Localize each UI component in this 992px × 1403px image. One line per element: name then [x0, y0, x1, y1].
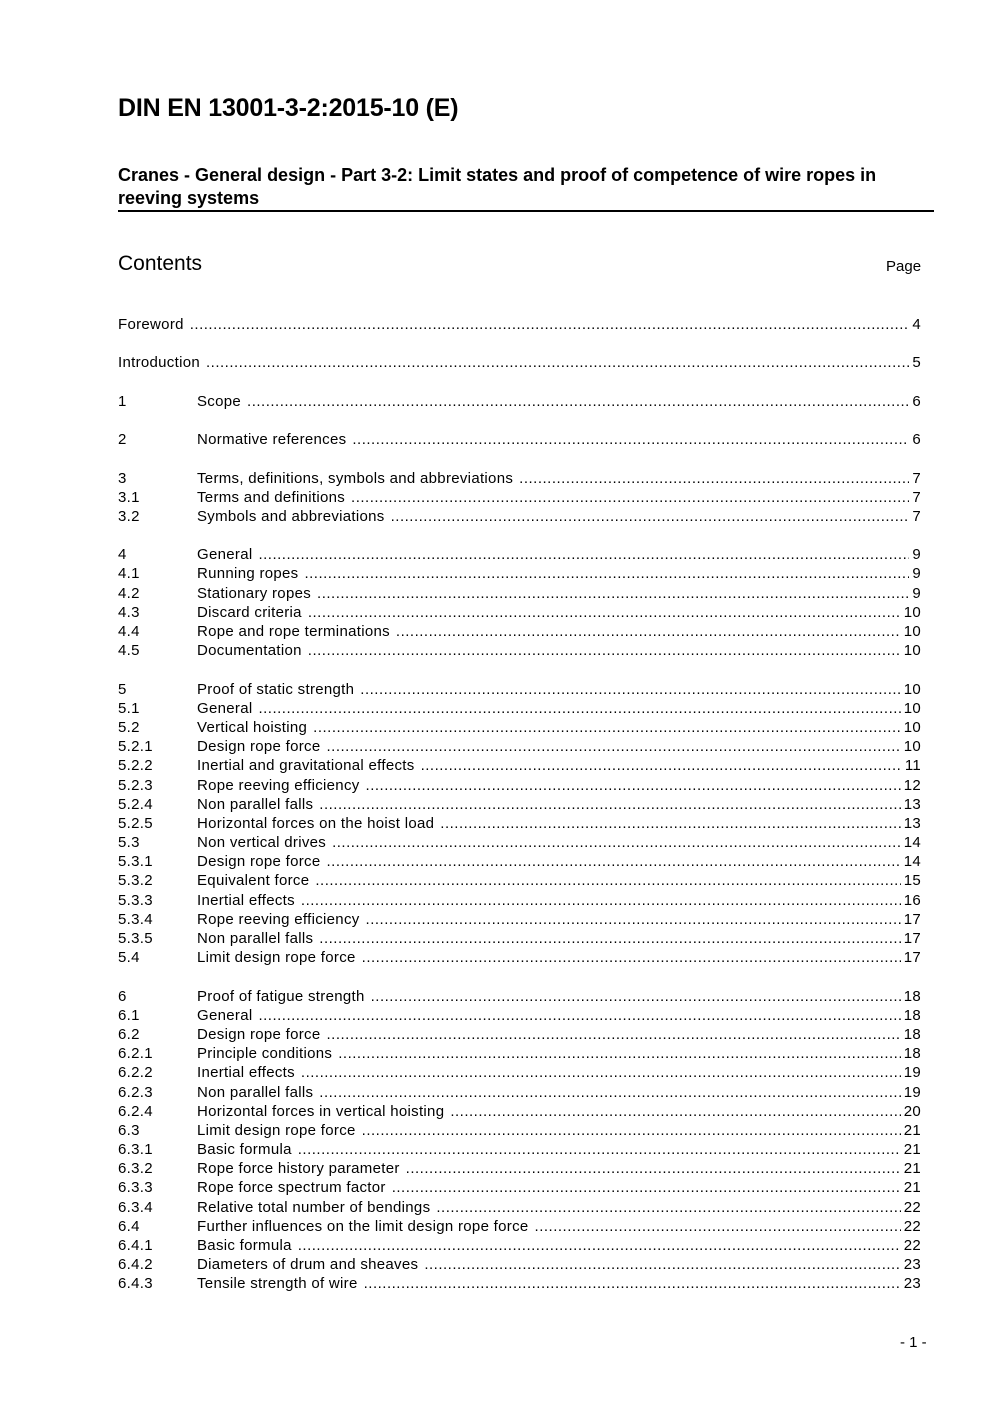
- toc-entry-title: Further influences on the limit design rope force: [197, 1217, 529, 1235]
- toc-dot-leader: [440, 814, 900, 833]
- toc-dot-leader: [319, 795, 900, 814]
- toc-entry-page: 10: [903, 680, 921, 698]
- toc-entry-title: Rope reeving efficiency: [197, 910, 360, 928]
- toc-entry-number: 6.3: [118, 1121, 140, 1139]
- toc-entry-number: 5.2.4: [118, 795, 153, 813]
- toc-entry-page: 15: [903, 872, 921, 890]
- toc-entry-page: 11: [904, 757, 921, 775]
- toc-entry-number: 4.2: [118, 584, 140, 602]
- toc-entry-title: Relative total number of bendings: [197, 1198, 431, 1216]
- toc-entry-number: 5.3.1: [118, 853, 153, 871]
- toc-entry-title: Horizontal forces in vertical hoisting: [197, 1102, 445, 1120]
- toc-entry-page: 22: [903, 1217, 921, 1235]
- toc-dot-leader: [366, 776, 901, 795]
- toc-dot-leader: [332, 833, 901, 852]
- toc-dot-leader: [258, 1006, 900, 1025]
- toc-entry-number: 4: [118, 546, 127, 564]
- toc-entry-number: 6: [118, 987, 127, 1005]
- toc-dot-leader: [319, 1083, 900, 1102]
- toc-entry-number: 5.3: [118, 834, 140, 852]
- toc-dot-leader: [366, 910, 901, 929]
- toc-dot-leader: [450, 1102, 900, 1121]
- toc-entry-title: Non vertical drives: [197, 834, 327, 852]
- toc-dot-leader: [338, 1044, 900, 1063]
- toc-entry-number: 6.2.1: [118, 1045, 153, 1063]
- toc-entry-number: 6.3.2: [118, 1160, 153, 1178]
- toc-entry-number: 6.2.4: [118, 1102, 153, 1120]
- toc-entry-title: Tensile strength of wire: [197, 1275, 358, 1293]
- toc-dot-leader: [190, 315, 910, 334]
- toc-entry[interactable]: [118, 756, 921, 775]
- toc-entry-number: 6.3.1: [118, 1141, 153, 1159]
- toc-entry-number: 4.4: [118, 623, 140, 640]
- toc-entry-title: Rope force history parameter: [197, 1160, 400, 1178]
- toc-entry-number: 2: [118, 431, 127, 449]
- toc-dot-leader: [360, 680, 900, 699]
- toc-entry-title: Terms, definitions, symbols and abbreviations: [197, 469, 514, 487]
- toc-dot-leader: [351, 488, 909, 507]
- toc-dot-leader: [362, 1121, 901, 1140]
- toc-entry[interactable]: [118, 1006, 921, 1025]
- toc-entry-page: 18: [903, 1006, 921, 1024]
- toc-dot-leader: [258, 699, 900, 718]
- toc-dot-leader: [327, 1025, 901, 1044]
- toc-entry-title: General: [197, 546, 253, 564]
- toc-entry[interactable]: [118, 871, 921, 890]
- toc-dot-leader: [298, 1140, 901, 1159]
- toc-entry-title: Terms and definitions: [197, 488, 346, 506]
- toc-entry-number: 5.3.4: [118, 910, 153, 928]
- toc-entry[interactable]: [118, 737, 921, 756]
- toc-entry[interactable]: [118, 1102, 921, 1121]
- toc-section-group: [118, 315, 921, 334]
- toc-entry-page: 7: [912, 507, 921, 525]
- toc-entry-title: Diameters of drum and sheaves: [197, 1256, 419, 1274]
- toc-entry-title: Proof of fatigue strength: [197, 987, 365, 1005]
- toc-dot-leader: [258, 545, 909, 564]
- toc-entry-number: 5.4: [118, 949, 140, 967]
- toc-entry[interactable]: [118, 1159, 921, 1178]
- toc-entry[interactable]: [118, 545, 921, 564]
- toc-entry-page: 17: [903, 949, 921, 967]
- toc-entry-title: Proof of static strength: [197, 680, 355, 698]
- toc-entry[interactable]: [118, 718, 921, 737]
- toc-entry-page: 10: [903, 718, 921, 736]
- toc-entry-page: 20: [903, 1102, 921, 1120]
- toc-entry-number: 5.3.3: [118, 891, 153, 909]
- toc-entry-page: 10: [903, 699, 921, 717]
- toc-entry[interactable]: [118, 584, 921, 603]
- toc-entry[interactable]: [118, 1236, 921, 1255]
- toc-dot-leader: [391, 507, 910, 526]
- toc-dot-leader: [436, 1198, 900, 1217]
- toc-section-group: [118, 545, 921, 660]
- toc-entry[interactable]: [118, 1083, 921, 1102]
- toc-entry[interactable]: [118, 948, 921, 967]
- toc-entry[interactable]: [118, 1121, 921, 1140]
- toc-entry-number: 5.3.5: [118, 930, 153, 947]
- toc-entry[interactable]: [118, 603, 921, 622]
- toc-entry-title: Documentation: [197, 642, 302, 660]
- toc-entry-number: 6.2.2: [118, 1064, 153, 1082]
- toc-entry-page: 7: [912, 469, 921, 487]
- toc-entry-number: 1: [118, 392, 127, 410]
- toc-entry-number: 6.4.3: [118, 1275, 153, 1293]
- toc-entry[interactable]: [118, 910, 921, 929]
- toc-entry[interactable]: [118, 929, 921, 948]
- toc-entry[interactable]: [118, 795, 921, 814]
- toc-dot-leader: [315, 871, 900, 890]
- toc-dot-leader: [535, 1217, 901, 1236]
- toc-entry[interactable]: [118, 430, 921, 449]
- toc-entry[interactable]: [118, 1198, 921, 1217]
- toc-section-group: [118, 353, 921, 372]
- toc-entry-page: 5: [912, 354, 921, 372]
- toc-entry-page: 9: [912, 546, 921, 564]
- toc-entry[interactable]: [118, 392, 921, 411]
- toc-entry-number: 6.2.3: [118, 1083, 153, 1101]
- toc-entry-title: Basic formula: [197, 1141, 292, 1159]
- toc-entry-title: Rope reeving efficiency: [197, 776, 360, 794]
- toc-entry-title: Running ropes: [197, 565, 299, 583]
- toc-section-group: [118, 469, 921, 527]
- toc-entry-page: 9: [912, 584, 921, 602]
- title-divider: [118, 210, 934, 212]
- toc-dot-leader: [362, 948, 901, 967]
- toc-entry-title: Vertical hoisting: [197, 718, 308, 736]
- toc-entry[interactable]: [118, 507, 921, 526]
- toc-entry-number: 6.4.2: [118, 1256, 153, 1274]
- toc-entry-number: 5.2.3: [118, 776, 153, 794]
- toc-dot-leader: [308, 641, 901, 660]
- toc-dot-leader: [298, 1236, 901, 1255]
- toc-dot-leader: [352, 430, 909, 449]
- toc-entry[interactable]: [118, 641, 921, 660]
- toc-entry-number: 4.3: [118, 603, 140, 621]
- toc-entry-page: 19: [903, 1064, 921, 1082]
- toc-dot-leader: [301, 891, 901, 910]
- toc-entry-page: 12: [903, 776, 921, 794]
- toc-dot-leader: [406, 1159, 901, 1178]
- toc-entry-title: Non parallel falls: [197, 1083, 314, 1101]
- toc-entry-title: Equivalent force: [197, 872, 310, 890]
- toc-entry-page: 13: [903, 795, 921, 813]
- toc-dot-leader: [396, 622, 901, 641]
- toc-entry-page: 21: [903, 1121, 921, 1139]
- toc-entry-number: 3.1: [118, 488, 140, 506]
- toc-entry-title: Principle conditions: [197, 1045, 333, 1063]
- toc-entry-title: Inertial and gravitational effects: [197, 757, 415, 775]
- toc-entry-number: 5.3.2: [118, 872, 153, 890]
- toc-entry[interactable]: [118, 1255, 921, 1274]
- toc-entry-number: 3: [118, 469, 127, 487]
- toc-entry-page: 18: [903, 1025, 921, 1043]
- toc-entry[interactable]: [118, 1044, 921, 1063]
- toc-entry[interactable]: [118, 852, 921, 871]
- toc-entry-title: General: [197, 699, 253, 717]
- toc-entry-title: Design rope force: [197, 853, 321, 871]
- document-subtitle: Cranes - General design - Part 3-2: Limit states and proof of competence of wire ropes in reeving systems: [118, 165, 877, 208]
- toc-entry-page: 4: [912, 316, 921, 333]
- toc-entry-number: 6.4.1: [118, 1237, 153, 1254]
- toc-dot-leader: [317, 584, 909, 603]
- page-number: - 1 -: [900, 1334, 927, 1351]
- toc-entry-title: Inertial effects: [197, 891, 295, 909]
- toc-dot-leader: [519, 469, 909, 488]
- toc-entry[interactable]: [118, 622, 921, 641]
- toc-entry-page: 22: [903, 1237, 921, 1254]
- toc-entry-page: 14: [903, 853, 921, 871]
- toc-entry[interactable]: [118, 1274, 921, 1293]
- toc-entry[interactable]: [118, 987, 921, 1006]
- toc-dot-leader: [313, 718, 901, 737]
- toc-entry-page: 21: [903, 1160, 921, 1178]
- toc-entry[interactable]: [118, 1217, 921, 1236]
- page-column-heading: Page: [886, 258, 922, 275]
- toc-entry-number: 4.5: [118, 642, 140, 660]
- toc-entry[interactable]: [118, 776, 921, 795]
- toc-entry-page: 23: [903, 1256, 921, 1274]
- toc-entry-page: 13: [903, 814, 921, 832]
- toc-entry[interactable]: [118, 1178, 921, 1197]
- toc-entry-page: 22: [903, 1198, 921, 1216]
- toc-dot-leader: [392, 1178, 901, 1197]
- toc-entry-page: 18: [903, 987, 921, 1005]
- toc-entry-page: 10: [903, 642, 921, 660]
- toc-entry[interactable]: [118, 564, 921, 583]
- toc-dot-leader: [206, 353, 909, 372]
- toc-entry-page: 17: [903, 930, 921, 947]
- toc-entry-page: 10: [903, 738, 921, 756]
- toc-section-group: [118, 392, 921, 411]
- toc-entry[interactable]: [118, 315, 921, 334]
- toc-entry[interactable]: [118, 833, 921, 852]
- toc-entry-title: Design rope force: [197, 738, 321, 756]
- toc-entry-title: Non parallel falls: [197, 795, 314, 813]
- toc-entry-number: 6.1: [118, 1006, 140, 1024]
- toc-entry-title: General: [197, 1006, 253, 1024]
- toc-entry-title: Limit design rope force: [197, 1121, 356, 1139]
- toc-entry[interactable]: [118, 353, 921, 372]
- toc-dot-leader: [421, 756, 902, 775]
- toc-entry-page: 7: [912, 488, 921, 506]
- toc-entry-title: Stationary ropes: [197, 584, 312, 602]
- toc-entry[interactable]: [118, 680, 921, 699]
- toc-entry-number: 5.2: [118, 718, 140, 736]
- toc-entry-title: Non parallel falls: [197, 930, 314, 947]
- toc-entry[interactable]: [118, 1140, 921, 1159]
- toc-entry-page: 18: [903, 1045, 921, 1063]
- toc-entry-page: 17: [903, 910, 921, 928]
- toc-entry-number: 6.2: [118, 1025, 140, 1043]
- toc-entry[interactable]: [118, 1063, 921, 1082]
- toc-dot-leader: [301, 1063, 901, 1082]
- toc-entry[interactable]: [118, 814, 921, 833]
- toc-entry-page: 10: [903, 623, 921, 640]
- toc-entry-number: 4.1: [118, 565, 140, 583]
- toc-dot-leader: [304, 564, 909, 583]
- toc-entry-title: Foreword: [118, 316, 184, 333]
- toc-dot-leader: [371, 987, 901, 1006]
- toc-entry-page: 19: [903, 1083, 921, 1101]
- toc-entry-page: 21: [903, 1141, 921, 1159]
- contents-heading: Contents: [118, 252, 203, 275]
- toc-entry-title: Normative references: [197, 431, 347, 449]
- toc-entry-page: 14: [903, 834, 921, 852]
- toc-entry-title: Limit design rope force: [197, 949, 356, 967]
- toc-entry[interactable]: [118, 469, 921, 488]
- toc-section-group: [118, 430, 921, 449]
- toc-entry-title: Horizontal forces on the hoist load: [197, 814, 435, 832]
- toc-dot-leader: [424, 1255, 900, 1274]
- toc-entry-page: 10: [903, 603, 921, 621]
- toc-entry-number: 5: [118, 680, 127, 698]
- toc-entry-number: 5.2.2: [118, 757, 153, 775]
- document-title: DIN EN 13001-3-2:2015-10 (E): [118, 94, 459, 122]
- toc-dot-leader: [327, 852, 901, 871]
- toc-dot-leader: [364, 1274, 901, 1293]
- toc-entry-number: 6.4: [118, 1217, 140, 1235]
- toc-entry-title: Introduction: [118, 354, 200, 372]
- toc-entry-page: 6: [912, 392, 921, 410]
- toc-entry-page: 16: [903, 891, 921, 909]
- toc-entry-title: Basic formula: [197, 1237, 292, 1254]
- toc-entry[interactable]: [118, 891, 921, 910]
- toc-entry-title: Rope force spectrum factor: [197, 1179, 386, 1197]
- toc-entry-page: 6: [912, 431, 921, 449]
- toc-section-group: [118, 680, 921, 968]
- toc-entry-title: Inertial effects: [197, 1064, 295, 1082]
- toc-entry-number: 3.2: [118, 507, 140, 525]
- toc-entry-title: Scope: [197, 392, 242, 410]
- table-of-contents: [118, 315, 921, 1313]
- toc-entry-number: 5.2.5: [118, 814, 153, 832]
- toc-entry[interactable]: [118, 1025, 921, 1044]
- toc-entry-title: Rope and rope terminations: [197, 623, 390, 640]
- toc-dot-leader: [308, 603, 901, 622]
- toc-entry-number: 5.2.1: [118, 738, 153, 756]
- toc-dot-leader: [327, 737, 901, 756]
- toc-section-group: [118, 987, 921, 1294]
- toc-dot-leader: [319, 929, 900, 948]
- toc-entry-title: Discard criteria: [197, 603, 302, 621]
- toc-entry-number: 6.3.3: [118, 1179, 153, 1197]
- toc-entry-page: 9: [912, 565, 921, 583]
- toc-entry-page: 23: [903, 1275, 921, 1293]
- toc-entry-page: 21: [903, 1179, 921, 1197]
- toc-entry-title: Design rope force: [197, 1025, 321, 1043]
- toc-entry[interactable]: [118, 488, 921, 507]
- toc-entry-number: 6.3.4: [118, 1198, 153, 1216]
- toc-entry-number: 5.1: [118, 699, 140, 717]
- toc-entry-title: Symbols and abbreviations: [197, 507, 385, 525]
- toc-dot-leader: [247, 392, 909, 411]
- toc-entry[interactable]: [118, 699, 921, 718]
